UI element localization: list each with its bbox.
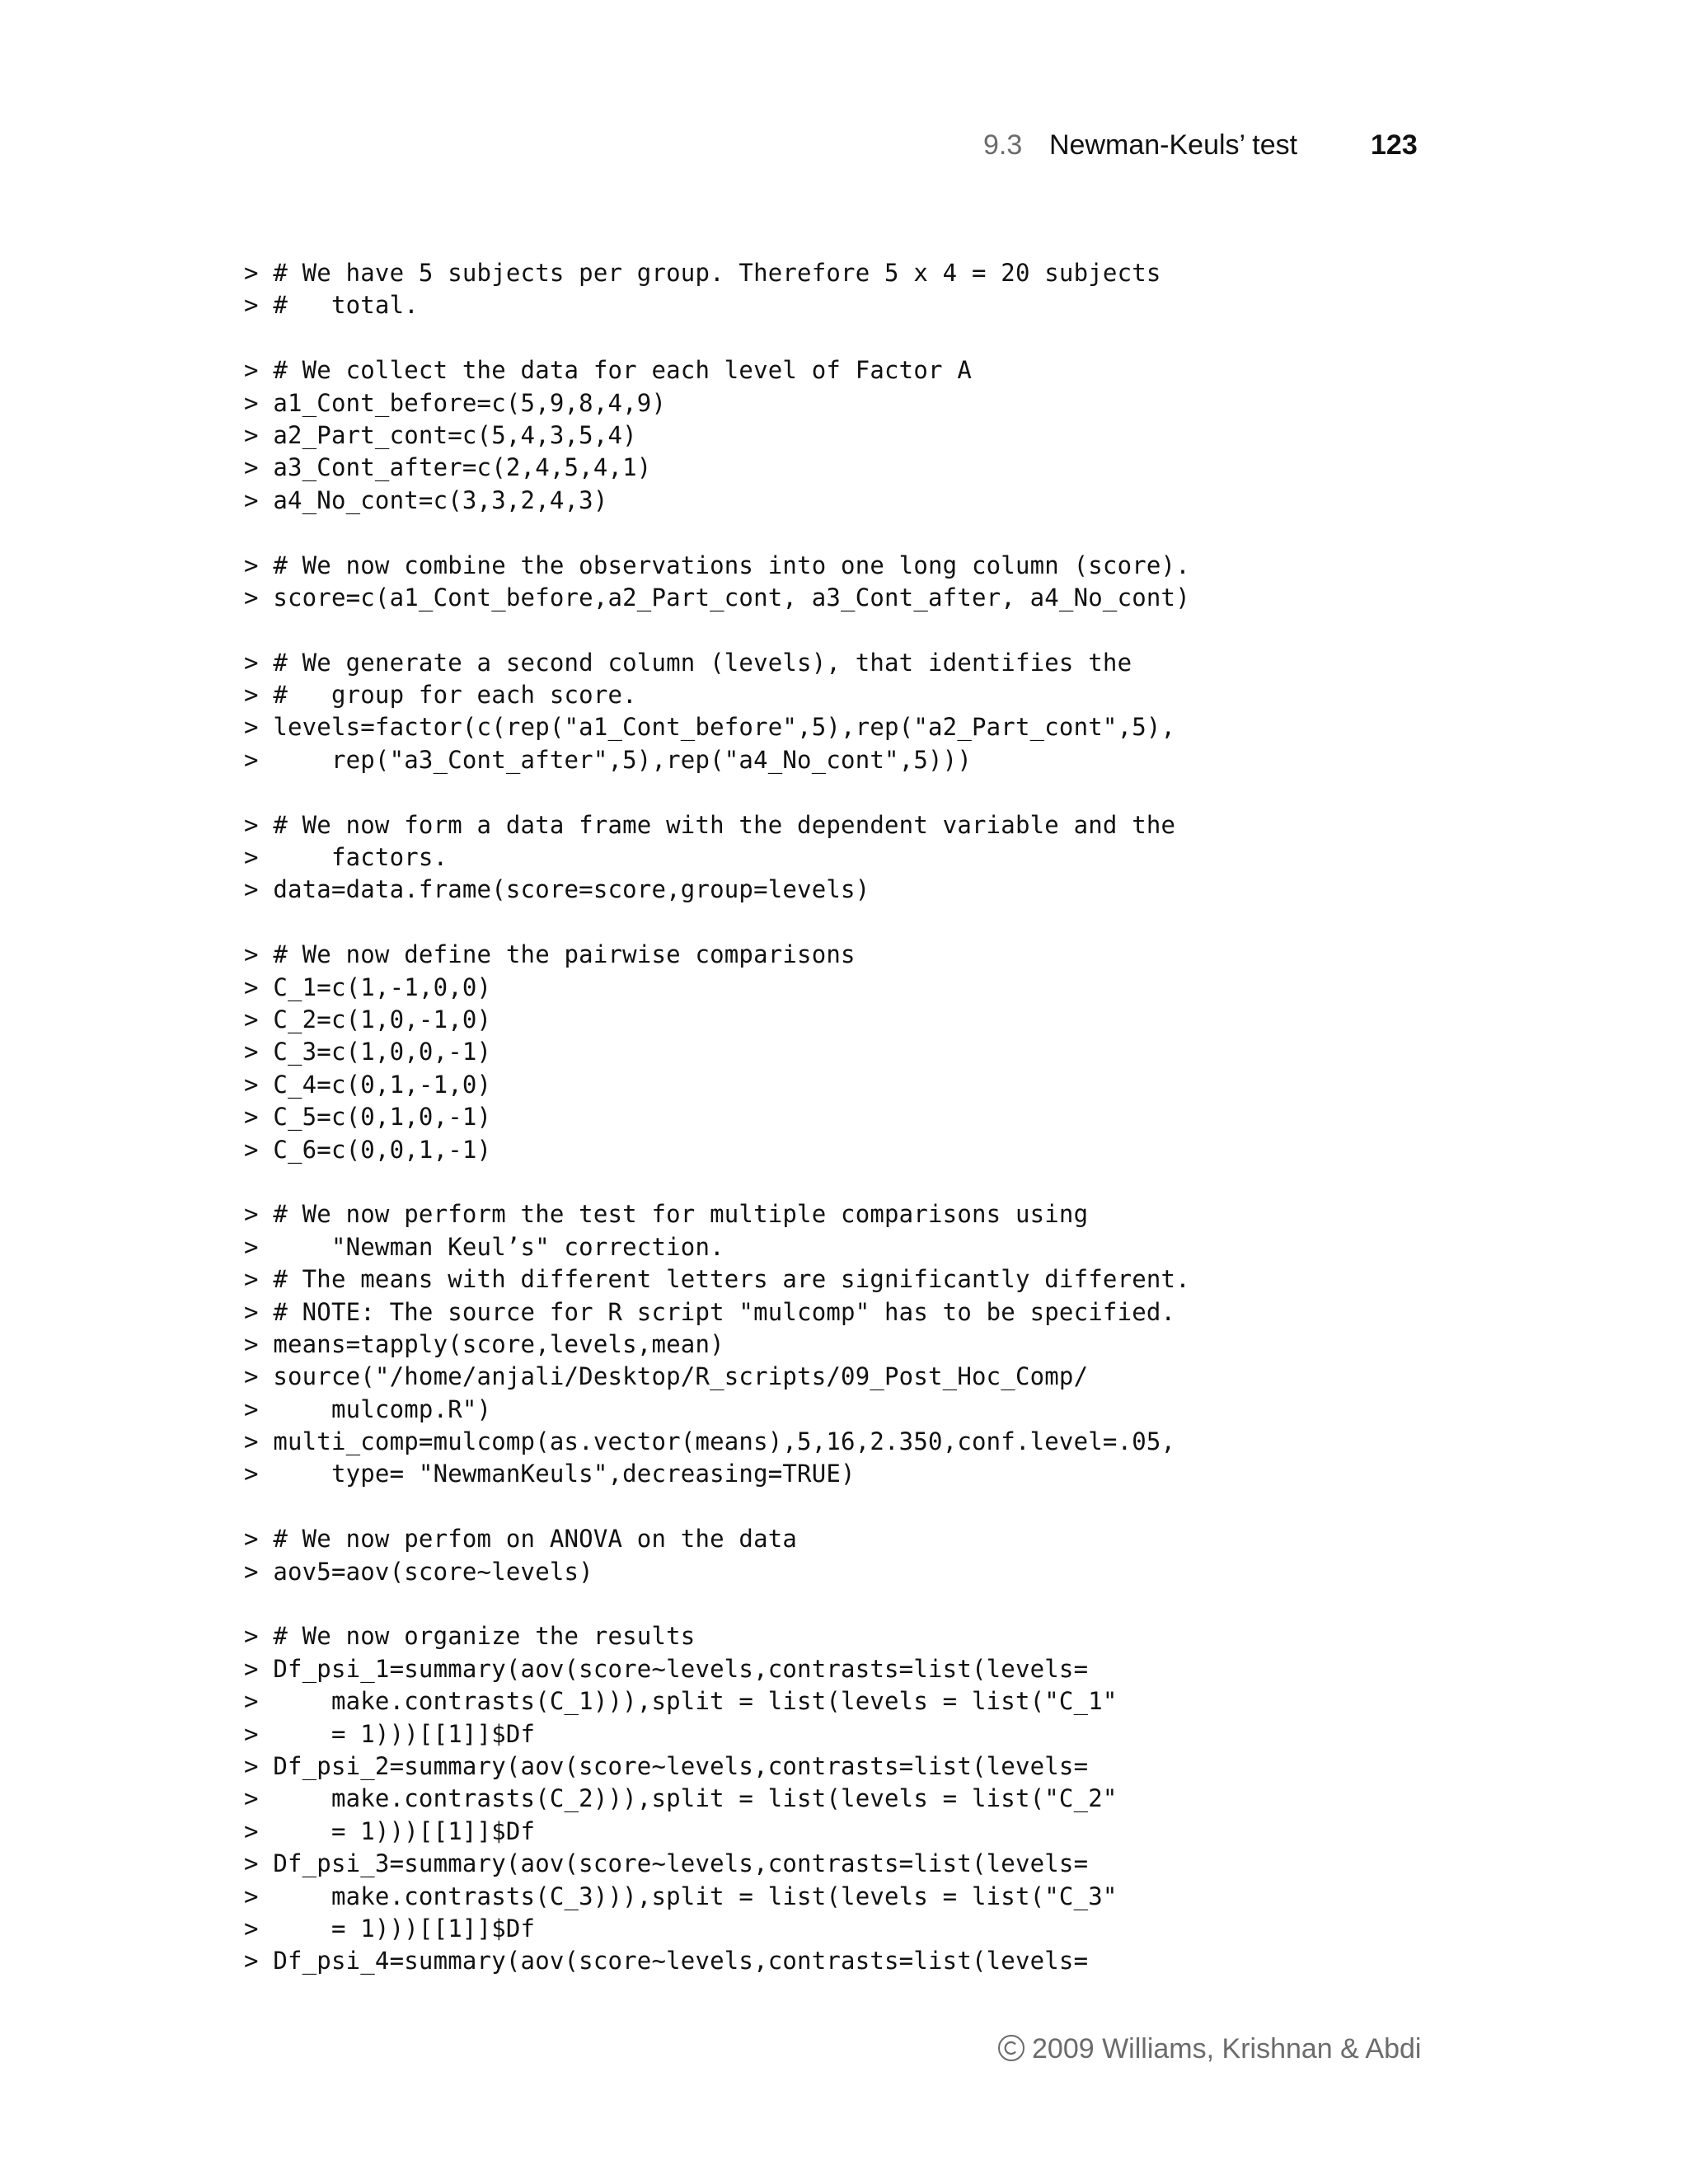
code-line: > mulcomp.R"): [244, 1394, 492, 1423]
r-code-listing: [244, 257, 1480, 1978]
code-line: > # We now define the pairwise comparisons: [244, 940, 856, 969]
code-line: > C_6=c(0,0,1,-1): [244, 1135, 492, 1164]
code-line: > make.contrasts(C_2))),split = list(levels = list("C_2": [244, 1784, 1118, 1813]
blank-code-line: [244, 776, 1480, 808]
code-line: > "Newman Keul’s" correction.: [244, 1232, 724, 1261]
code-line: > # NOTE: The source for R script "mulcomp" has to be specified.: [244, 1297, 1176, 1326]
code-line: > Df_psi_2=summary(aov(score~levels,contrasts=list(levels=: [244, 1751, 1089, 1780]
code-line: > = 1)))[[1]]$Df: [244, 1914, 536, 1943]
code-line: > # group for each score.: [244, 681, 637, 710]
blank-code-line: [244, 322, 1480, 354]
code-line: > # We now combine the observations into one long column (score).: [244, 551, 1190, 579]
code-line: > # We have 5 subjects per group. Therefore 5 x 4 = 20 subjects: [244, 259, 1161, 287]
code-line: > # We now perfom on ANOVA on the data: [244, 1525, 798, 1554]
blank-code-line: [244, 1588, 1480, 1620]
code-line: > C_5=c(0,1,0,-1): [244, 1103, 492, 1132]
code-line: > a4_No_cont=c(3,3,2,4,3): [244, 485, 608, 514]
code-line: > # We collect the data for each level of Factor A: [244, 356, 972, 385]
code-line: > Df_psi_3=summary(aov(score~levels,contrasts=list(levels=: [244, 1849, 1089, 1878]
code-line: > multi_comp=mulcomp(as.vector(means),5,16,2.350,conf.level=.05,: [244, 1427, 1176, 1456]
blank-code-line: [244, 614, 1480, 646]
running-header: [0, 124, 1688, 173]
code-line: > # We now perform the test for multiple comparisons using: [244, 1200, 1089, 1229]
code-line: > make.contrasts(C_1))),split = list(levels = list("C_1": [244, 1687, 1118, 1716]
code-line: > data=data.frame(score=score,group=levels): [244, 875, 870, 904]
code-line: > C_1=c(1,-1,0,0): [244, 972, 492, 1001]
blank-code-line: [244, 907, 1480, 939]
copyright-footer: [997, 2029, 1421, 2069]
blank-code-line: [244, 1491, 1480, 1523]
code-line: > factors.: [244, 843, 448, 872]
code-line: > # We now organize the results: [244, 1622, 696, 1651]
code-line: > = 1)))[[1]]$Df: [244, 1816, 536, 1845]
code-line: > make.contrasts(C_3))),split = list(levels = list("C_3": [244, 1882, 1118, 1910]
code-line: > score=c(a1_Cont_before,a2_Part_cont, a3_Cont_after, a4_No_cont): [244, 583, 1190, 612]
code-line: > # The means with different letters are significantly different.: [244, 1265, 1190, 1294]
copyright-text: 2009 Williams, Krishnan & Abdi: [1032, 2033, 1422, 2064]
copyright-icon: [997, 2034, 1025, 2062]
code-line: > C_4=c(0,1,-1,0): [244, 1070, 492, 1099]
code-line: > source("/home/anjali/Desktop/R_scripts/09_Post_Hoc_Comp/: [244, 1362, 1089, 1391]
code-line: > a3_Cont_after=c(2,4,5,4,1): [244, 453, 652, 482]
code-line: > type= "NewmanKeuls",decreasing=TRUE): [244, 1460, 856, 1488]
code-line: > a1_Cont_before=c(5,9,8,4,9): [244, 388, 667, 417]
code-line: > C_2=c(1,0,-1,0): [244, 1005, 492, 1033]
code-line: > rep("a3_Cont_after",5),rep("a4_No_cont",5))): [244, 745, 972, 774]
code-line: > # We generate a second column (levels), that identifies the: [244, 648, 1132, 677]
code-line: > Df_psi_4=summary(aov(score~levels,contrasts=list(levels=: [244, 1947, 1089, 1975]
code-line: > = 1)))[[1]]$Df: [244, 1719, 536, 1748]
blank-code-line: [244, 1166, 1480, 1198]
code-line: > aov5=aov(score~levels): [244, 1557, 593, 1586]
code-line: > # We now form a data frame with the dependent variable and the: [244, 810, 1176, 839]
code-line: > a2_Part_cont=c(5,4,3,5,4): [244, 420, 637, 449]
code-line: > C_3=c(1,0,0,-1): [244, 1038, 492, 1066]
section-number: 9.3: [983, 129, 1023, 161]
blank-code-line: [244, 517, 1480, 549]
page-number: 123: [1371, 129, 1418, 161]
code-line: > # total.: [244, 291, 419, 320]
section-title: Newman-Keuls’ test: [1049, 129, 1298, 161]
code-line: > Df_psi_1=summary(aov(score~levels,contrasts=list(levels=: [244, 1654, 1089, 1683]
code-line: > levels=factor(c(rep("a1_Cont_before",5),rep("a2_Part_cont",5),: [244, 713, 1176, 742]
code-line: > means=tapply(score,levels,mean): [244, 1329, 724, 1358]
